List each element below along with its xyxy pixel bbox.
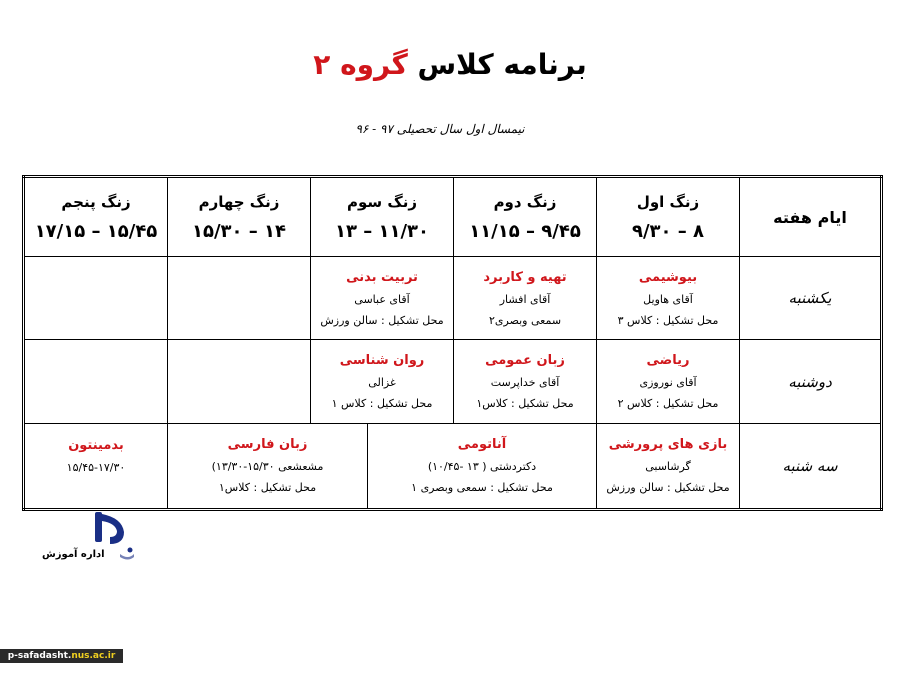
schedule-table: [22, 175, 883, 511]
title-group: گروه ۲: [313, 48, 408, 81]
class-cell: [168, 423, 368, 509]
bell-2-header: [454, 177, 597, 257]
class-cell: [311, 340, 454, 423]
row-tuesday: [24, 423, 882, 509]
course-name: آناتومی: [457, 437, 507, 453]
room-location: محل تشکیل : کلاس ۲: [617, 397, 719, 411]
room-location: محل تشکیل : سمعی وبصری ۱: [411, 481, 553, 495]
empty-cell: [24, 257, 168, 340]
class-cell: [597, 423, 740, 509]
row-sunday: [24, 257, 882, 340]
class-cell: [597, 340, 740, 423]
room-location: سمعی وبصری۲: [488, 313, 562, 327]
teacher-name: آقای هاویل: [643, 292, 693, 306]
room-location: محل تشکیل : سالن ورزش: [606, 481, 730, 495]
teacher-name: غزالی: [368, 376, 396, 390]
course-name: تهیه و کاربرد: [483, 269, 567, 285]
class-cell: [311, 257, 454, 340]
semester-subtitle: نیمسال اول سال تحصیلی ۹۷ - ۹۶: [355, 122, 525, 136]
teacher-name: آقای نوروزی: [639, 376, 697, 390]
row-monday: [24, 340, 882, 423]
bell-1-time: ۸ – ۹/۳۰: [631, 220, 705, 242]
course-name: بازی های پرورشی: [608, 437, 728, 453]
bell-2-time: ۹/۴۵ – ۱۱/۱۵: [469, 220, 581, 242]
day-sunday: یکشنبه: [740, 257, 882, 340]
banner-domain: nus.ac.ir: [71, 651, 116, 661]
bell-5-time: ۱۵/۴۵ – ۱۷/۱۵: [34, 220, 158, 242]
day-tuesday: سه شنبه: [740, 423, 882, 509]
empty-cell: [168, 257, 311, 340]
course-name: زبان فارسی: [227, 437, 308, 453]
teacher-name: گرشاسبی: [645, 460, 691, 474]
teacher-name: آقای عباسی: [354, 292, 410, 306]
bell-3-header: [311, 177, 454, 257]
bell-4-header: [168, 177, 311, 257]
course-name: زبان عمومی: [485, 353, 565, 369]
bell-1-header: [597, 177, 740, 257]
day-monday: دوشنبه: [740, 340, 882, 423]
bell-5-name: زنگ پنجم: [61, 192, 131, 211]
bell-3-time: ۱۱/۳۰ – ۱۳: [334, 220, 430, 242]
logo-caption: اداره آموزش: [42, 549, 105, 560]
teacher-name: آقای افشار: [499, 292, 551, 306]
teacher-name: آقای خداپرست: [490, 376, 560, 390]
banner-prefix: p-safadasht.: [7, 651, 72, 661]
teacher-name: ۱۵/۴۵-۱۷/۳۰: [66, 460, 126, 474]
empty-cell: [24, 340, 168, 423]
teacher-name: دکتردشتی ( ۱۳ -۱۰/۴۵): [427, 460, 537, 474]
bell-4-time: ۱۴ – ۱۵/۳۰: [191, 220, 287, 242]
bell-4-name: زنگ چهارم: [198, 192, 280, 211]
course-name: تربیت بدنی: [346, 269, 418, 285]
bell-1-name: زنگ اول: [636, 192, 700, 211]
bell-3-name: زنگ سوم: [347, 192, 417, 211]
room-location: محل تشکیل : سالن ورزش: [320, 313, 444, 327]
room-location: محل تشکیل : کلاس۱: [218, 481, 317, 495]
class-cell: [454, 340, 597, 423]
bell-2-name: زنگ دوم: [493, 192, 557, 211]
course-name: روان شناسی: [339, 353, 425, 369]
empty-cell: [168, 340, 311, 423]
room-location: محل تشکیل : کلاس ۳: [617, 313, 719, 327]
room-location: محل تشکیل : کلاس ۱: [331, 397, 433, 411]
bell-5-header: [24, 177, 168, 257]
course-name: بدمینتون: [68, 437, 124, 453]
course-name: بیوشیمی: [638, 269, 698, 285]
room-location: محل تشکیل : کلاس۱: [476, 397, 574, 411]
page-title: [0, 48, 900, 81]
class-cell: [24, 423, 168, 509]
class-cell: [454, 257, 597, 340]
days-header: ایام هفته: [740, 177, 882, 257]
title-main: برنامه کلاس: [417, 48, 587, 81]
teacher-name: مشعشعی ۱۵/۳۰-۱۳/۳۰): [211, 460, 324, 474]
class-cell: [368, 423, 597, 509]
class-cell: [597, 257, 740, 340]
website-banner: [0, 649, 123, 663]
header-row: [24, 177, 882, 257]
course-name: ریاضی: [646, 353, 690, 369]
